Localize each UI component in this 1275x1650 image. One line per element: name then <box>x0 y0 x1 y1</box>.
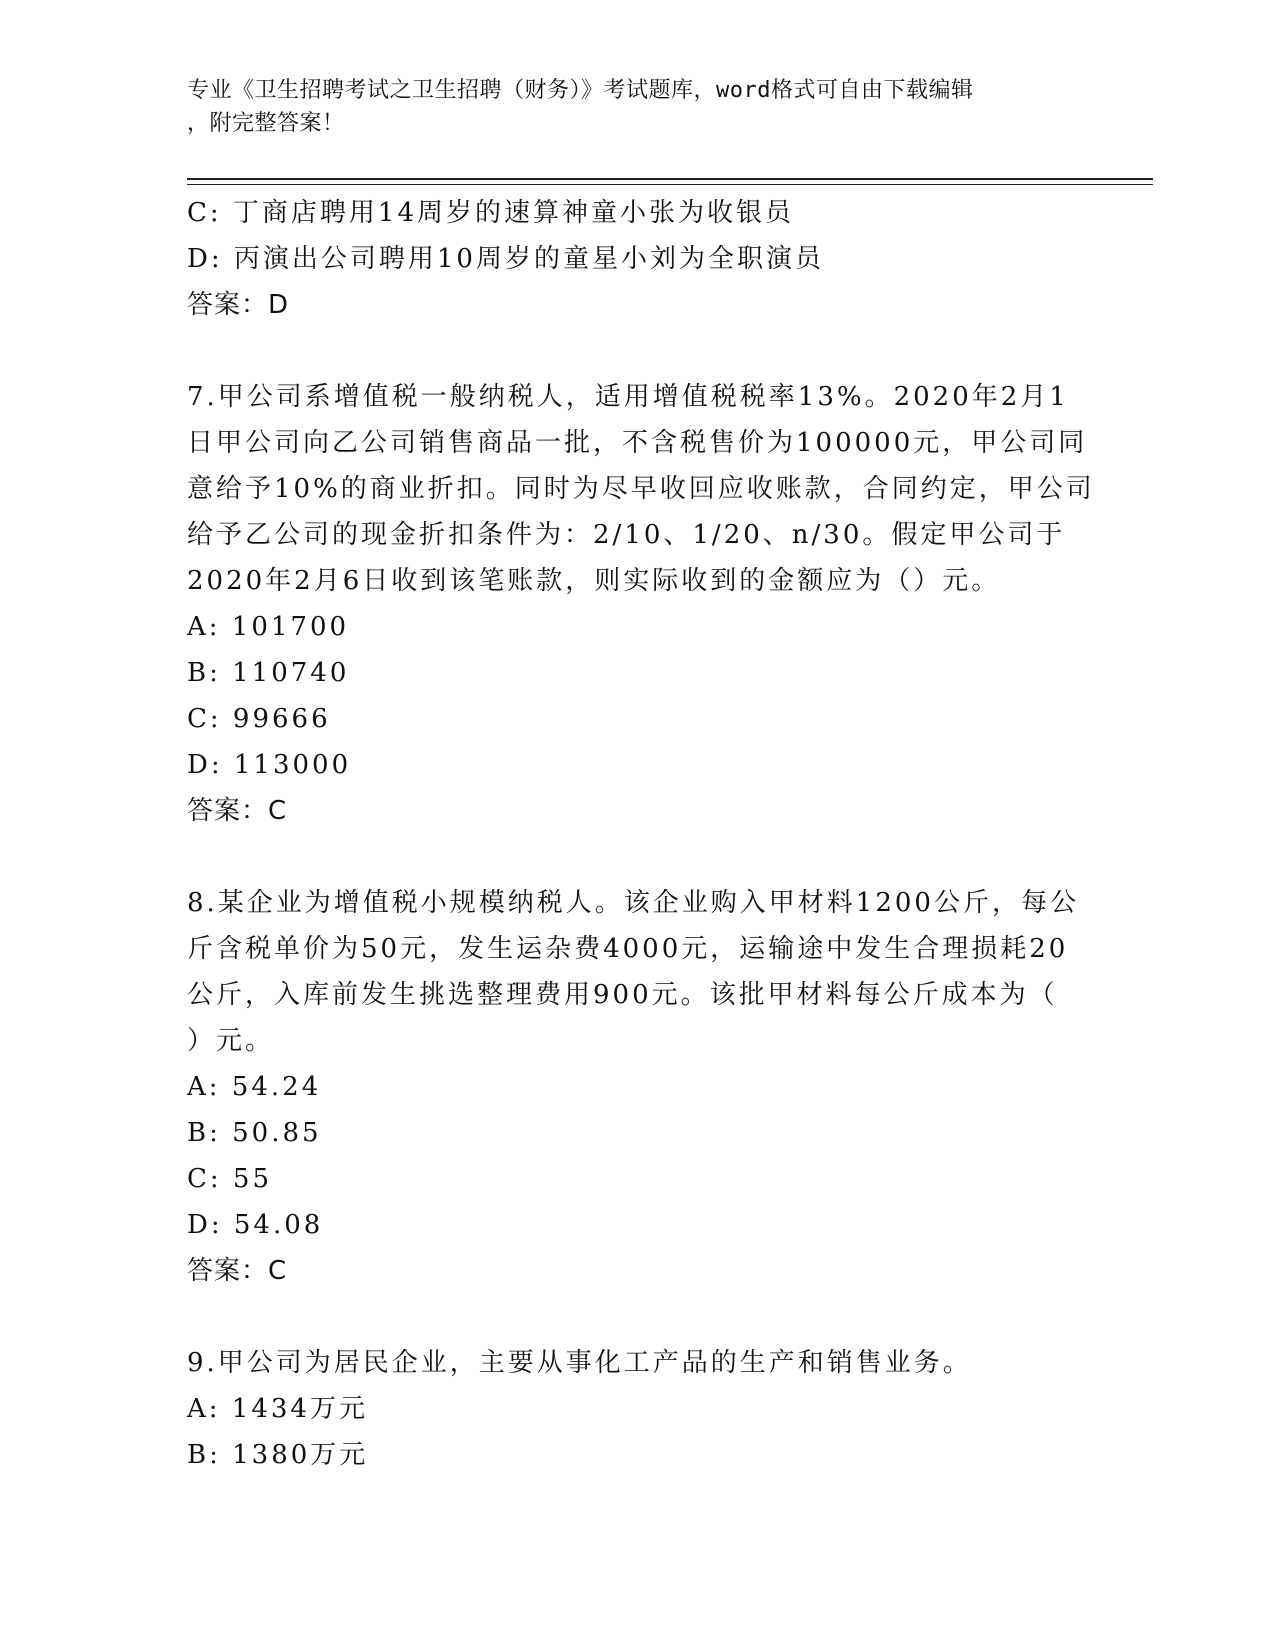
question-text-line: 日甲公司向乙公司销售商品一批，不含税售价为100000元，甲公司同 <box>187 428 1088 458</box>
spacer <box>187 834 1087 880</box>
question-text-line: 公斤，入库前发生挑选整理费用900元。该批甲材料每公斤成本为（ <box>187 980 1058 1010</box>
option-a: A: 54.24 <box>187 1072 322 1102</box>
question-text-line: 给予乙公司的现金折扣条件为：2/10、1/20、n/30。假定甲公司于 <box>187 520 1066 550</box>
question-text-line: 9.甲公司为居民企业，主要从事化工产品的生产和销售业务。 <box>187 1348 972 1378</box>
option-d: D: 54.08 <box>187 1210 324 1240</box>
document-header <box>187 74 1087 140</box>
header-line-2: ，附完整答案！ <box>187 111 345 136</box>
option-c: C: 丁商店聘用14周岁的速算神童小张为收银员 <box>187 198 795 228</box>
header-divider-thin <box>187 184 1153 185</box>
option-d: D: 113000 <box>187 750 352 780</box>
option-a: A: 101700 <box>187 612 350 642</box>
spacer <box>187 1294 1087 1340</box>
question-8 <box>187 880 1087 1294</box>
answer: 答案：C <box>187 1256 288 1286</box>
question-text-line: 意给予10%的商业折扣。同时为尽早收回应收账款，合同约定，甲公司 <box>187 474 1095 504</box>
option-b: B: 1380万元 <box>187 1440 369 1470</box>
question-text-line: 8.某企业为增值税小规模纳税人。该企业购入甲材料1200公斤，每公 <box>187 888 1079 918</box>
question-text-line: 斤含税单价为50元，发生运杂费4000元，运输途中发生合理损耗20 <box>187 934 1069 964</box>
question-9 <box>187 1340 1087 1478</box>
option-d: D: 丙演出公司聘用10周岁的童星小刘为全职演员 <box>187 244 824 274</box>
option-a: A: 1434万元 <box>187 1394 368 1424</box>
answer: 答案：C <box>187 796 288 826</box>
option-c: C: 99666 <box>187 704 331 734</box>
question-7 <box>187 374 1095 834</box>
option-b: B: 50.85 <box>187 1118 322 1148</box>
question-6-tail <box>187 190 1087 328</box>
option-c: C: 55 <box>187 1164 273 1194</box>
question-text-line: 7.甲公司系增值税一般纳税人，适用增值税税率13%。2020年2月1 <box>187 382 1069 412</box>
spacer <box>187 328 1087 374</box>
header-line-1: 专业《卫生招聘考试之卫生招聘（财务）》考试题库，word格式可自由下载编辑 <box>187 78 974 103</box>
question-text-line: 2020年2月6日收到该笔账款，则实际收到的金额应为（）元。 <box>187 566 1001 596</box>
question-list <box>187 190 1095 1478</box>
header-divider-thick <box>187 178 1153 180</box>
question-text-line: ）元。 <box>187 1026 275 1056</box>
answer: 答案：D <box>187 290 290 320</box>
option-b: B: 110740 <box>187 658 350 688</box>
